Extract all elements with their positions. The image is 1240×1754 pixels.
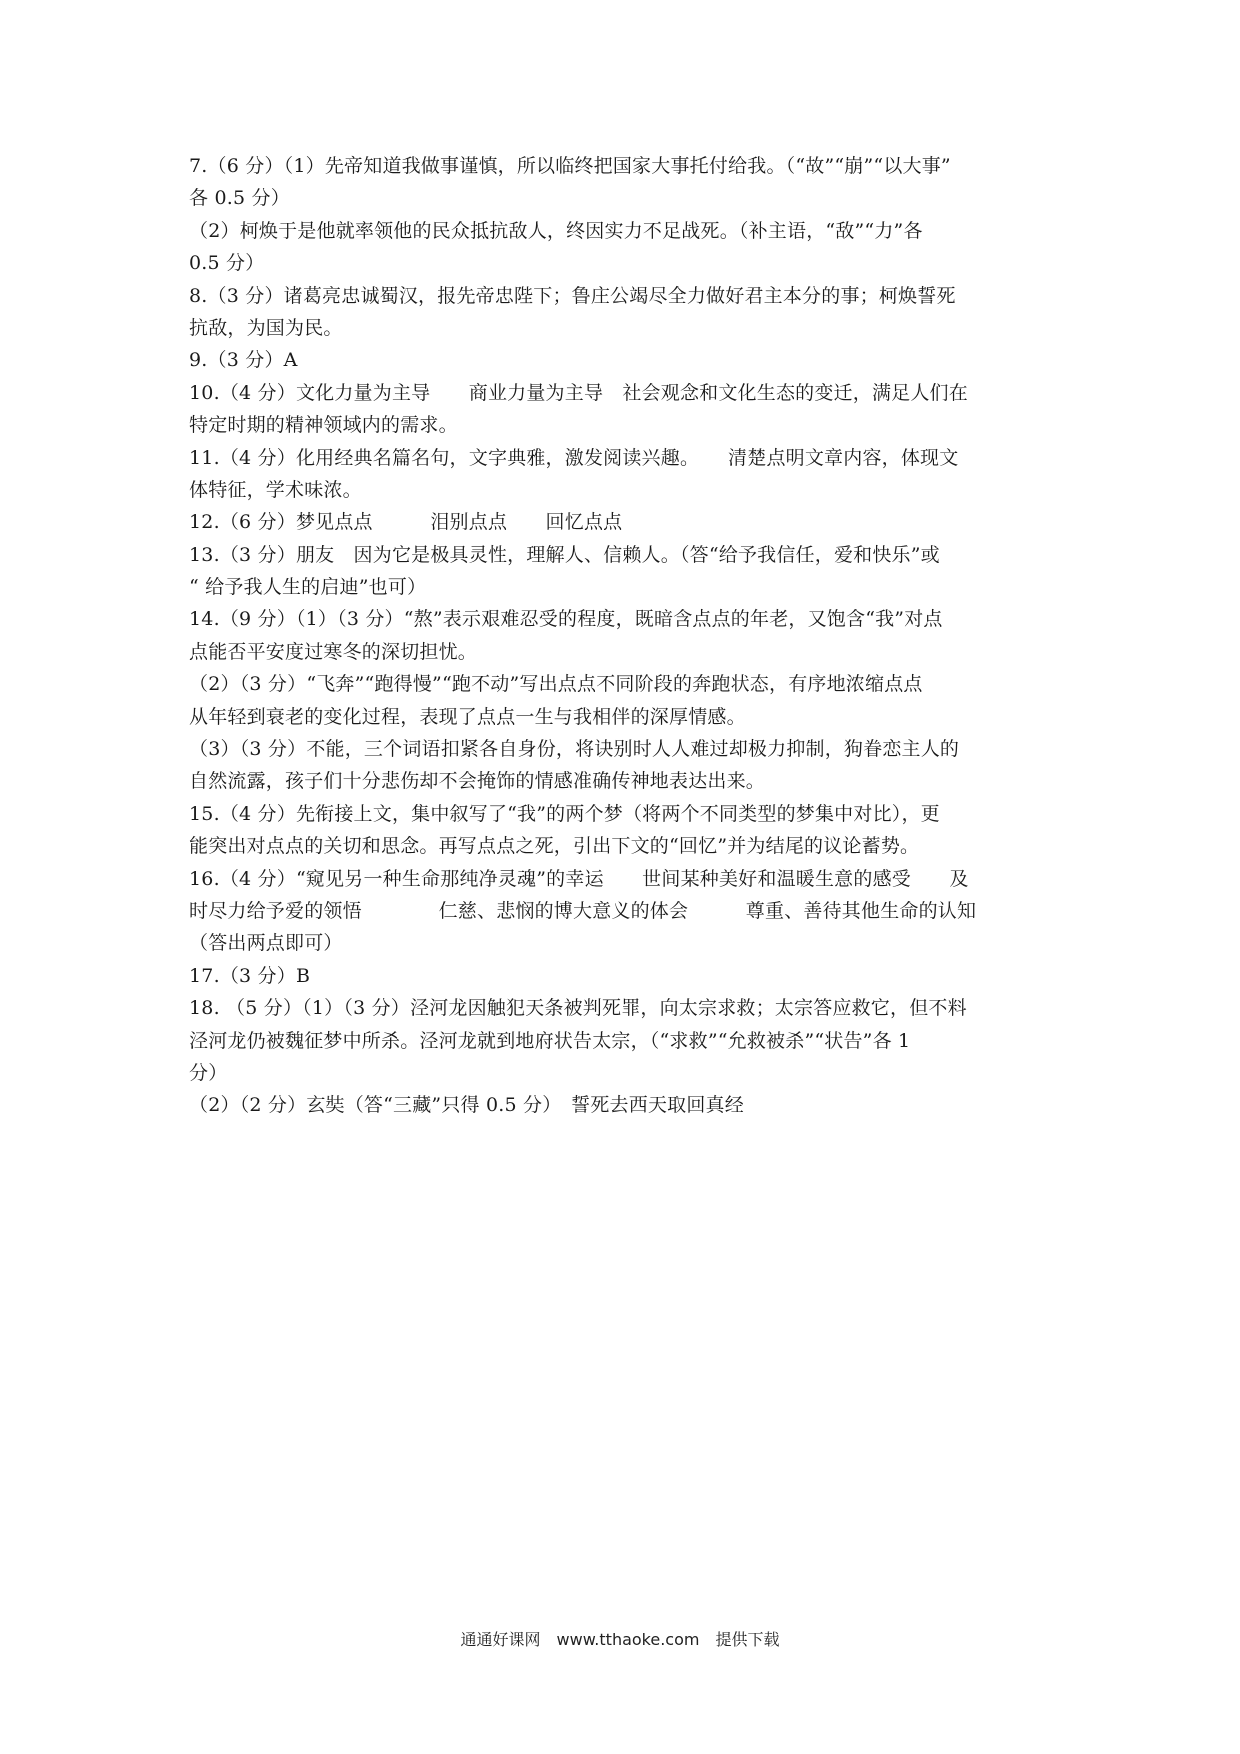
answer-line: 18. （5 分）（1）（3 分）泾河龙因触犯天条被判死罪，向太宗求救；太宗答应救它，但不料 [189, 997, 967, 1020]
answer-key-body [189, 150, 1059, 1122]
answer-line: 各 0.5 分） [189, 187, 290, 210]
answer-line: 抗敌，为国为民。 [189, 316, 343, 339]
answer-line: 能突出对点点的关切和思念。再写点点之死，引出下文的“回忆”并为结尾的议论蓄势。 [189, 835, 920, 858]
answer-line: （答出两点即可） [189, 932, 343, 955]
answer-line: 泾河龙仍被魏征梦中所杀。泾河龙就到地府状告太宗，（“求救”“允救被杀”“状告”各 1 [189, 1029, 911, 1052]
answer-line: 体特征，学术味浓。 [189, 478, 362, 501]
answer-line: 0.5 分） [189, 252, 265, 275]
answer-line: 10.（4 分）文化力量为主导 商业力量为主导 社会观念和文化生态的变迁，满足人们在 [189, 381, 968, 404]
answer-line: （2）（3 分）“飞奔”“跑得慢”“跑不动”写出点点不同阶段的奔跑状态，有序地浓缩点点 [189, 673, 923, 696]
answer-line: 16.（4 分）“窥见另一种生命那纯净灵魂”的幸运 世间某种美好和温暖生意的感受 及 [189, 867, 969, 890]
answer-line: 自然流露，孩子们十分悲伤却不会掩饰的情感准确传神地表达出来。 [189, 770, 766, 793]
answer-line: 特定时期的精神领域内的需求。 [189, 414, 458, 437]
answer-line: 从年轻到衰老的变化过程，表现了点点一生与我相伴的深厚情感。 [189, 705, 746, 728]
answer-line: 9.（3 分）A [189, 349, 298, 372]
answer-line: 8.（3 分）诸葛亮忠诚蜀汉，报先帝忠陛下；鲁庄公竭尽全力做好君主本分的事；柯焕誓死 [189, 284, 956, 307]
answer-line: （3）（3 分）不能，三个词语扣紧各自身份，将诀别时人人难过却极力抑制，狗眷恋主人的 [189, 738, 960, 761]
answer-line: （2）（2 分）玄奘（答“三藏”只得 0.5 分） 誓死去西天取回真经 [189, 1094, 744, 1117]
answer-line: 7.（6 分）（1）先帝知道我做事谨慎，所以临终把国家大事托付给我。（“故”“崩”“以大事” [189, 155, 951, 177]
answer-line: 13.（3 分）朋友 因为它是极具灵性，理解人、信赖人。（答“给予我信任，爱和快乐”或 [189, 543, 940, 566]
answer-line: 12.（6 分）梦见点点 泪别点点 回忆点点 [189, 511, 623, 534]
answer-line: 时尽力给予爱的领悟 仁慈、悲悯的博大意义的体会 尊重、善待其他生命的认知 [189, 899, 977, 922]
page-footer: 通通好课网 www.tthaoke.com 提供下载 [460, 1630, 780, 1649]
answer-line: 11.（4 分）化用经典名篇名句，文字典雅，激发阅读兴趣。 清楚点明文章内容，体现文 [189, 446, 959, 469]
answer-line: 14.（9 分）（1）（3 分）“熬”表示艰难忍受的程度，既暗含点点的年老，又饱含“我”对点 [189, 608, 943, 631]
answer-line: 分） [189, 1061, 228, 1084]
answer-line: “ 给予我人生的启迪”也可） [189, 576, 427, 599]
answer-line: 点能否平安度过寒冬的深切担忧。 [189, 640, 478, 663]
answer-line: （2）柯焕于是他就率领他的民众抵抗敌人，终因实力不足战死。（补主语，“敌”“力”各 [189, 219, 923, 242]
answer-line: 15.（4 分）先衔接上文，集中叙写了“我”的两个梦（将两个不同类型的梦集中对比），更 [189, 802, 940, 825]
answer-line: 17.（3 分）B [189, 964, 311, 987]
